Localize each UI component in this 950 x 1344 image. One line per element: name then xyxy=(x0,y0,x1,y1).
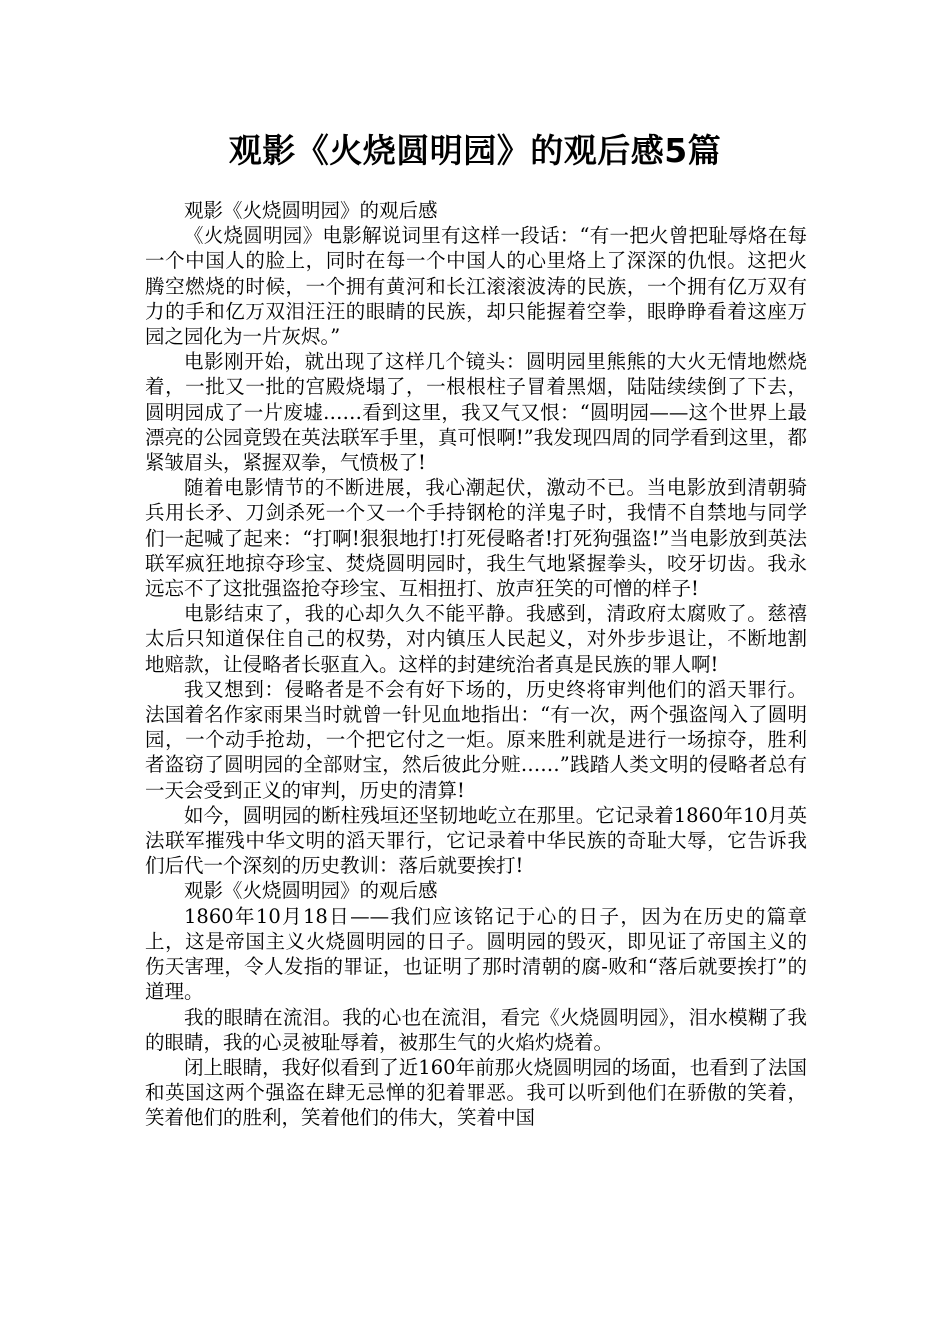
paragraph: 《火烧圆明园》电影解说词里有这样一段话：“有一把火曾把耻辱烙在每一个中国人的脸上，同时在每一个中国人的心里烙上了深深的仇恨。这把火腾空燃烧的时候，一个拥有黄河和长江滚滚波涛的民族，一个拥有亿万双有力的手和亿万双泪汪汪的眼睛的民族，却只能握着空拳，眼睁睁看着这座万园之园化为一片灰烬。” xyxy=(145,224,807,349)
document-body xyxy=(145,198,807,1131)
section-heading: 观影《火烧圆明园》的观后感 xyxy=(184,879,438,903)
paragraph: 如今，圆明园的断柱残垣还坚韧地屹立在那里。它记录着1860年10月英法联军摧残中华文明的滔天罪行，它记录着中华民族的奇耻大辱，它告诉我们后代一个深刻的历史教训：落后就要挨打! xyxy=(145,803,807,878)
document-title: 观影《火烧圆明园》的观后感5篇 xyxy=(228,131,722,170)
paragraph: 电影刚开始，就出现了这样几个镜头：圆明园里熊熊的大火无情地燃烧着，一批又一批的宫殿烧塌了，一根根柱子冒着黑烟，陆陆续续倒了下去，圆明园成了一片废墟……看到这里，我又气又恨：“圆明园——这个世界上最漂亮的公园竟毁在英法联军手里，真可恨啊!”我发现四周的同学看到这里，都紧皱眉头，紧握双拳，气愤极了! xyxy=(145,350,807,475)
paragraph: 闭上眼睛，我好似看到了近160年前那火烧圆明园的场面，也看到了法国和英国这两个强盗在肆无忌惮的犯着罪恶。我可以听到他们在骄傲的笑着，笑着他们的胜利，笑着他们的伟大，笑着中国 xyxy=(145,1055,807,1130)
paragraph: 我的眼睛在流泪。我的心也在流泪，看完《火烧圆明园》，泪水模糊了我的眼睛，我的心灵被耻辱着，被那生气的火焰灼烧着。 xyxy=(145,1005,807,1054)
paragraph: 1860年10月18日——我们应该铭记于心的日子，因为在历史的篇章上，这是帝国主义火烧圆明园的日子。圆明园的毁灭，即见证了帝国主义的伤天害理，令人发指的罪证，也证明了那时清朝的腐-败和“落后就要挨打”的道理。 xyxy=(145,904,807,1004)
paragraph: 随着电影情节的不断进展，我心潮起伏，激动不已。当电影放到清朝骑兵用长矛、刀剑杀死一个又一个手持钢枪的洋鬼子时，我情不自禁地与同学们一起喊了起来：“打啊!狠狠地打!打死侵略者!打死狗强盗!”当电影放到英法联军疯狂地掠夺珍宝、焚烧圆明园时，我生气地紧握拳头，咬牙切齿。我永远忘不了这批强盗抢夺珍宝、互相扭打、放声狂笑的可憎的样子! xyxy=(145,476,807,601)
paragraph: 电影结束了，我的心却久久不能平静。我感到，清政府太腐败了。慈禧太后只知道保住自己的权势，对内镇压人民起义，对外步步退让，不断地割地赔款，让侵略者长驱直入。这样的封建统治者真是民族的罪人啊! xyxy=(145,602,807,676)
section-heading: 观影《火烧圆明园》的观后感 xyxy=(184,199,438,222)
paragraph: 我又想到：侵略者是不会有好下场的，历史终将审判他们的滔天罪行。法国着名作家雨果当时就曾一针见血地指出：“有一次，两个强盗闯入了圆明园，一个动手抢劫，一个把它付之一炬。原来胜利就是进行一场掠夺，胜利者盗窃了圆明园的全部财宝，然后彼此分赃……”践踏人类文明的侵略者总有一天会受到正义的审判，历史的清算! xyxy=(145,677,807,802)
